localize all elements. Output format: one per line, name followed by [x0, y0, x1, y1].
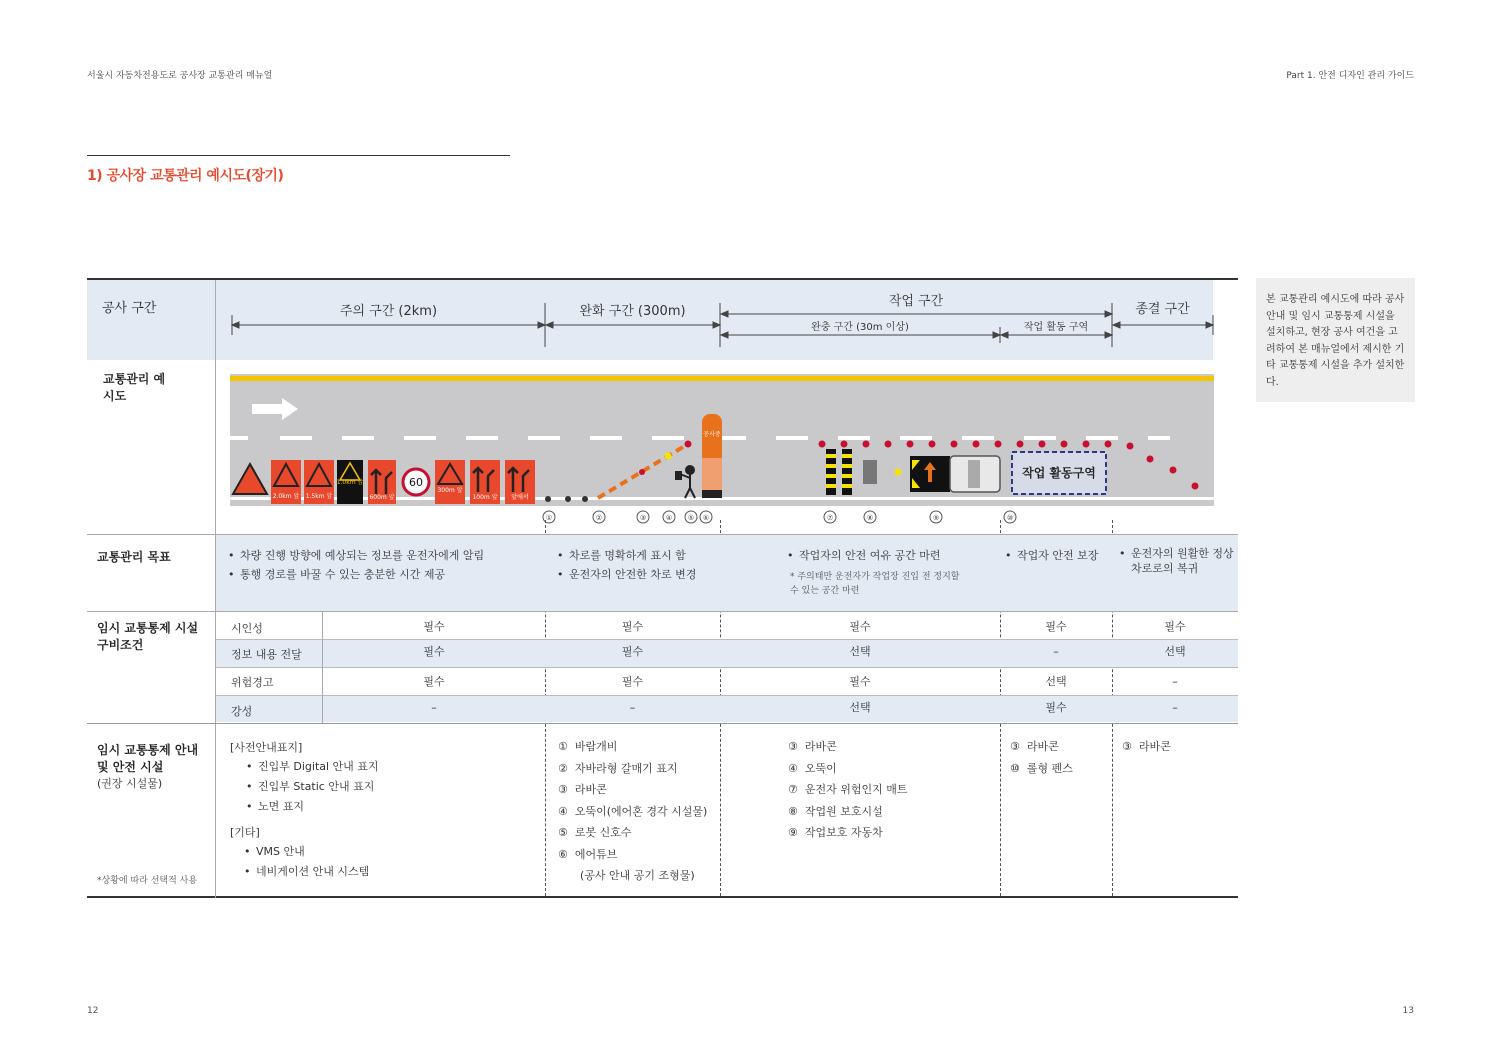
list-item: ④ 오뚝이: [788, 761, 837, 775]
req-rule-3: [216, 695, 1238, 696]
sign-text-2: 1.5km 앞: [305, 493, 333, 500]
fac-label: 임시 교통통제 안내 및 안전 시설: [97, 743, 199, 774]
req-cell: –: [1172, 675, 1178, 688]
list-item: ⑩ 롤형 펜스: [1010, 761, 1073, 775]
req-cell: 필수: [1164, 620, 1186, 633]
fac-top-rule: [87, 723, 1238, 724]
zone-label: 공사 구간: [102, 301, 157, 316]
table-bottom-rule: [87, 896, 1238, 898]
list-item: • 노면 표지: [244, 797, 540, 817]
req-cell: 선택: [849, 645, 871, 658]
marker-6: ⑥: [702, 514, 710, 522]
req-cell: 선택: [1164, 645, 1186, 658]
air-tube-text: 공사중: [703, 431, 721, 438]
req-cell: –: [431, 701, 437, 714]
air-tube-icon: [702, 414, 722, 498]
req-cell: 필수: [621, 645, 644, 658]
goal-caution-1: • 차량 진행 방향에 예상되는 정보를 운전자에게 알림: [226, 546, 541, 565]
page-number-right: 13: [1402, 1006, 1414, 1016]
req-cell: 필수: [423, 645, 445, 658]
marker-9: ⑨: [932, 514, 940, 522]
req-cell: –: [1172, 701, 1178, 714]
fac-caution-list1: [230, 757, 540, 817]
goals-buffer-list: [785, 546, 995, 565]
fac-caution: [230, 738, 540, 882]
zone-buffer: 완충 구간 (30m 이상): [811, 322, 909, 333]
list-item: • 진입부 Static 안내 표지: [244, 777, 540, 797]
worker-shelter-icon: [863, 460, 877, 484]
list-item: ⑥ 에어튜브: [558, 847, 618, 861]
fac-transition: [558, 736, 723, 887]
speed-limit-text: 60: [409, 476, 423, 489]
req-row-name: 강성: [231, 705, 253, 718]
sign-text-3: 1.0km 앞: [336, 479, 364, 486]
fac-sublabel: (권장 시설물): [97, 777, 163, 790]
fac-caution-head1: [사전안내표지]: [230, 741, 303, 754]
req-cell: 필수: [1045, 701, 1067, 714]
fac-caution-head2: [기타]: [230, 826, 260, 839]
req-cell: 필수: [423, 620, 445, 633]
list-item: ⑨ 작업보호 자동차: [788, 826, 883, 839]
diagram-label: 교통관리 예시도: [103, 372, 166, 403]
list-item: • 네비게이션 안내 시스템: [242, 862, 540, 882]
protection-vehicle-icon: [910, 456, 1000, 492]
req-cell: –: [629, 701, 636, 714]
fac-activity: [1010, 736, 1110, 779]
req-cell: 필수: [849, 620, 871, 633]
list-item: ① 바람개비: [558, 740, 618, 753]
sign-text-1: 2.0km 앞: [272, 493, 300, 500]
list-item: ⑤ 로봇 신호수: [558, 826, 632, 839]
req-cell: 선택: [1045, 675, 1067, 688]
page-number-left: 12: [87, 1006, 99, 1016]
goals-transition-list: [555, 546, 720, 584]
req-cell: 필수: [849, 675, 871, 688]
list-item-extra: (공사 안내 공기 조형물): [580, 869, 695, 882]
sign-text-4: 600m 앞: [369, 494, 395, 501]
goals-activity-list: [1003, 546, 1111, 565]
goal-transition-1: • 차로를 명확하게 표시 함: [555, 546, 720, 565]
marker-2: ②: [595, 514, 603, 522]
req-row-name: 시인성: [231, 622, 263, 635]
goals-label: 교통관리 목표: [97, 550, 171, 564]
doc-header-part: Part 1. 안전 디자인 관리 가이드: [1286, 71, 1414, 81]
zone-end: 종결 구간: [1135, 302, 1190, 317]
doc-header-title: 서울시 자동차전용도로 공사장 교통관리 매뉴얼: [87, 71, 273, 81]
marker-1: ①: [545, 514, 553, 522]
req-cell: 필수: [1045, 620, 1067, 633]
list-item: ③ 라바콘: [788, 740, 837, 753]
req-label: 임시 교통통제 시설 구비조건: [97, 621, 199, 652]
goal-caution-2: • 통행 경로를 바꿀 수 있는 충분한 시간 제공: [226, 565, 541, 584]
zone-transition: 완화 구간 (300m): [579, 304, 686, 319]
goal-buffer-note: * 주의태만 운전자가 작업장 진입 전 정지할 수 있는 공간 마련: [790, 572, 960, 596]
marker-4: ④: [665, 514, 673, 522]
marker-10: ⑩: [1006, 514, 1014, 522]
list-item: ③ 라바콘: [1122, 740, 1171, 753]
sign-text-6: 100m 앞: [472, 494, 498, 501]
req-rule-2: [216, 667, 1238, 668]
req-cell: 필수: [423, 675, 445, 688]
zone-activity: 작업 활동 구역: [1023, 322, 1089, 333]
req-row-name: 정보 내용 전달: [231, 648, 302, 661]
marker-5: ⑤: [687, 514, 695, 522]
goals-caution-list: [226, 546, 541, 584]
goal-buffer: • 작업자의 안전 여유 공간 마련: [785, 546, 995, 565]
zone-caution: 주의 구간 (2km): [339, 304, 438, 319]
req-row-name: 위험경고: [231, 676, 274, 689]
fac-caution-list2: [230, 842, 540, 882]
req-cell: 필수: [621, 675, 644, 688]
fac-footnote: *상황에 따라 선택적 사용: [97, 876, 198, 886]
marker-3: ③: [639, 514, 647, 522]
goal-transition-2: • 운전자의 안전한 차로 변경: [555, 565, 720, 584]
list-item: ⑧ 작업원 보호시설: [788, 804, 883, 818]
goal-activity: • 작업자 안전 보장: [1003, 546, 1111, 565]
marker-7: ⑦: [826, 514, 834, 522]
title-rule: [87, 155, 510, 156]
ottugi-icon: [665, 453, 672, 460]
list-item: ⑦ 운전자 위험인지 매트: [788, 783, 908, 796]
goals-end-list: [1117, 546, 1235, 576]
marker-8: ⑧: [866, 514, 874, 522]
traffic-diagram: [230, 374, 1216, 526]
sign-text-5: 300m 앞: [437, 487, 463, 494]
section-title: 1) 공사장 교통관리 예시도(장기): [87, 168, 284, 184]
zone-work: 작업 구간: [888, 294, 944, 309]
goal-end: • 운전자의 원활한 정상 차로로의 복귀: [1117, 546, 1235, 576]
req-cell: 필수: [621, 620, 644, 633]
list-item: ③ 라바콘: [558, 783, 607, 796]
work-area-text: 작업 활동구역: [1022, 466, 1096, 480]
list-item: • VMS 안내: [242, 842, 540, 862]
req-cell: 선택: [849, 701, 871, 714]
list-item: ② 자바라형 갈매기 표지: [558, 761, 678, 775]
list-item: ③ 라바콘: [1010, 740, 1059, 753]
fac-end: [1122, 736, 1232, 758]
side-note: 본 교통관리 예시도에 따라 공사 안내 및 임시 교통통제 시설을 설치하고, 현장 공사 여건을 고려하여 본 매뉴얼에서 제시한 기타 교통통제 시설을 추가 설치한다.: [1256, 278, 1415, 402]
fac-buffer: [788, 736, 998, 844]
req-cell: –: [1053, 645, 1059, 658]
list-item: • 진입부 Digital 안내 표지: [244, 757, 540, 777]
req-top-rule: [87, 611, 1238, 612]
sign-text-7: 앞에서: [511, 494, 529, 501]
req-rule-1: [216, 639, 1238, 640]
list-item: ④ 오뚝이(에어혼 경각 시설물): [558, 804, 708, 818]
